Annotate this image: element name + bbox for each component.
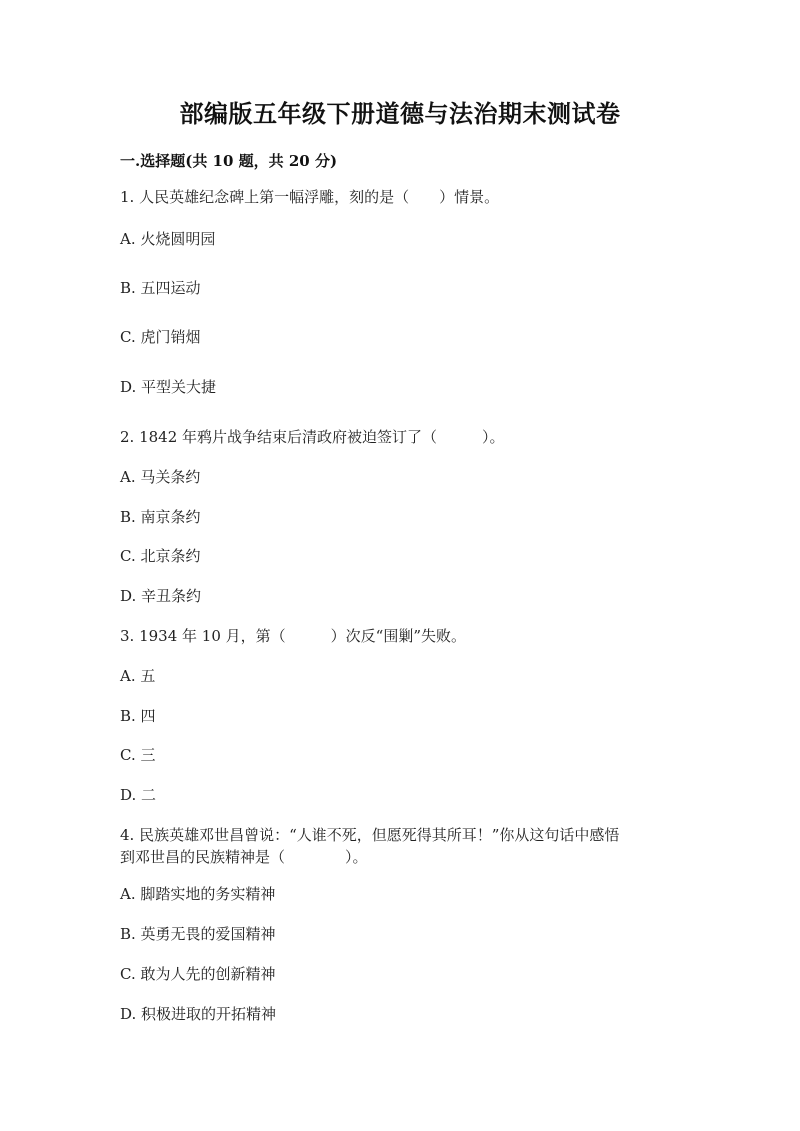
question-2-stem: 2. 1842 年鸦片战争结束后清政府被迫签订了（ ）。: [120, 428, 505, 446]
question-3-option-c: C. 三: [120, 746, 156, 764]
question-1-option-d: D. 平型关大捷: [120, 378, 217, 396]
question-3-option-d: D. 二: [120, 786, 157, 804]
question-2-option-d: D. 辛丑条约: [120, 587, 202, 605]
section-heading: 一.选择题(共 10 题，共 20 分): [120, 152, 338, 170]
question-2-option-c: C. 北京条约: [120, 547, 201, 565]
question-2-option-a: A. 马关条约: [120, 468, 201, 486]
question-3-stem: 3. 1934 年 10 月，第（ ）次反“围剿”失败。: [120, 627, 466, 645]
question-4-option-b: B. 英勇无畏的爱国精神: [120, 925, 276, 943]
question-4-stem-line-2: 到邓世昌的民族精神是（ ）。: [120, 848, 368, 866]
question-1-option-c: C. 虎门销烟: [120, 328, 201, 346]
question-1-option-b: B. 五四运动: [120, 279, 201, 297]
question-3-option-a: A. 五: [120, 667, 156, 685]
page-title: 部编版五年级下册道德与法治期末测试卷: [179, 99, 621, 128]
question-3-option-b: B. 四: [120, 707, 156, 725]
question-1-stem: 1. 人民英雄纪念碑上第一幅浮雕，刻的是（ ）情景。: [120, 188, 500, 206]
question-1-option-a: A. 火烧圆明园: [120, 230, 216, 248]
question-4-option-c: C. 敢为人先的创新精神: [120, 965, 276, 983]
question-2-option-b: B. 南京条约: [120, 508, 201, 526]
question-4-stem-line-1: 4. 民族英雄邓世昌曾说：“人谁不死，但愿死得其所耳！”你从这句话中感悟: [120, 826, 620, 844]
question-4-option-a: A. 脚踏实地的务实精神: [120, 885, 276, 903]
question-4-option-d: D. 积极进取的开拓精神: [120, 1005, 277, 1023]
